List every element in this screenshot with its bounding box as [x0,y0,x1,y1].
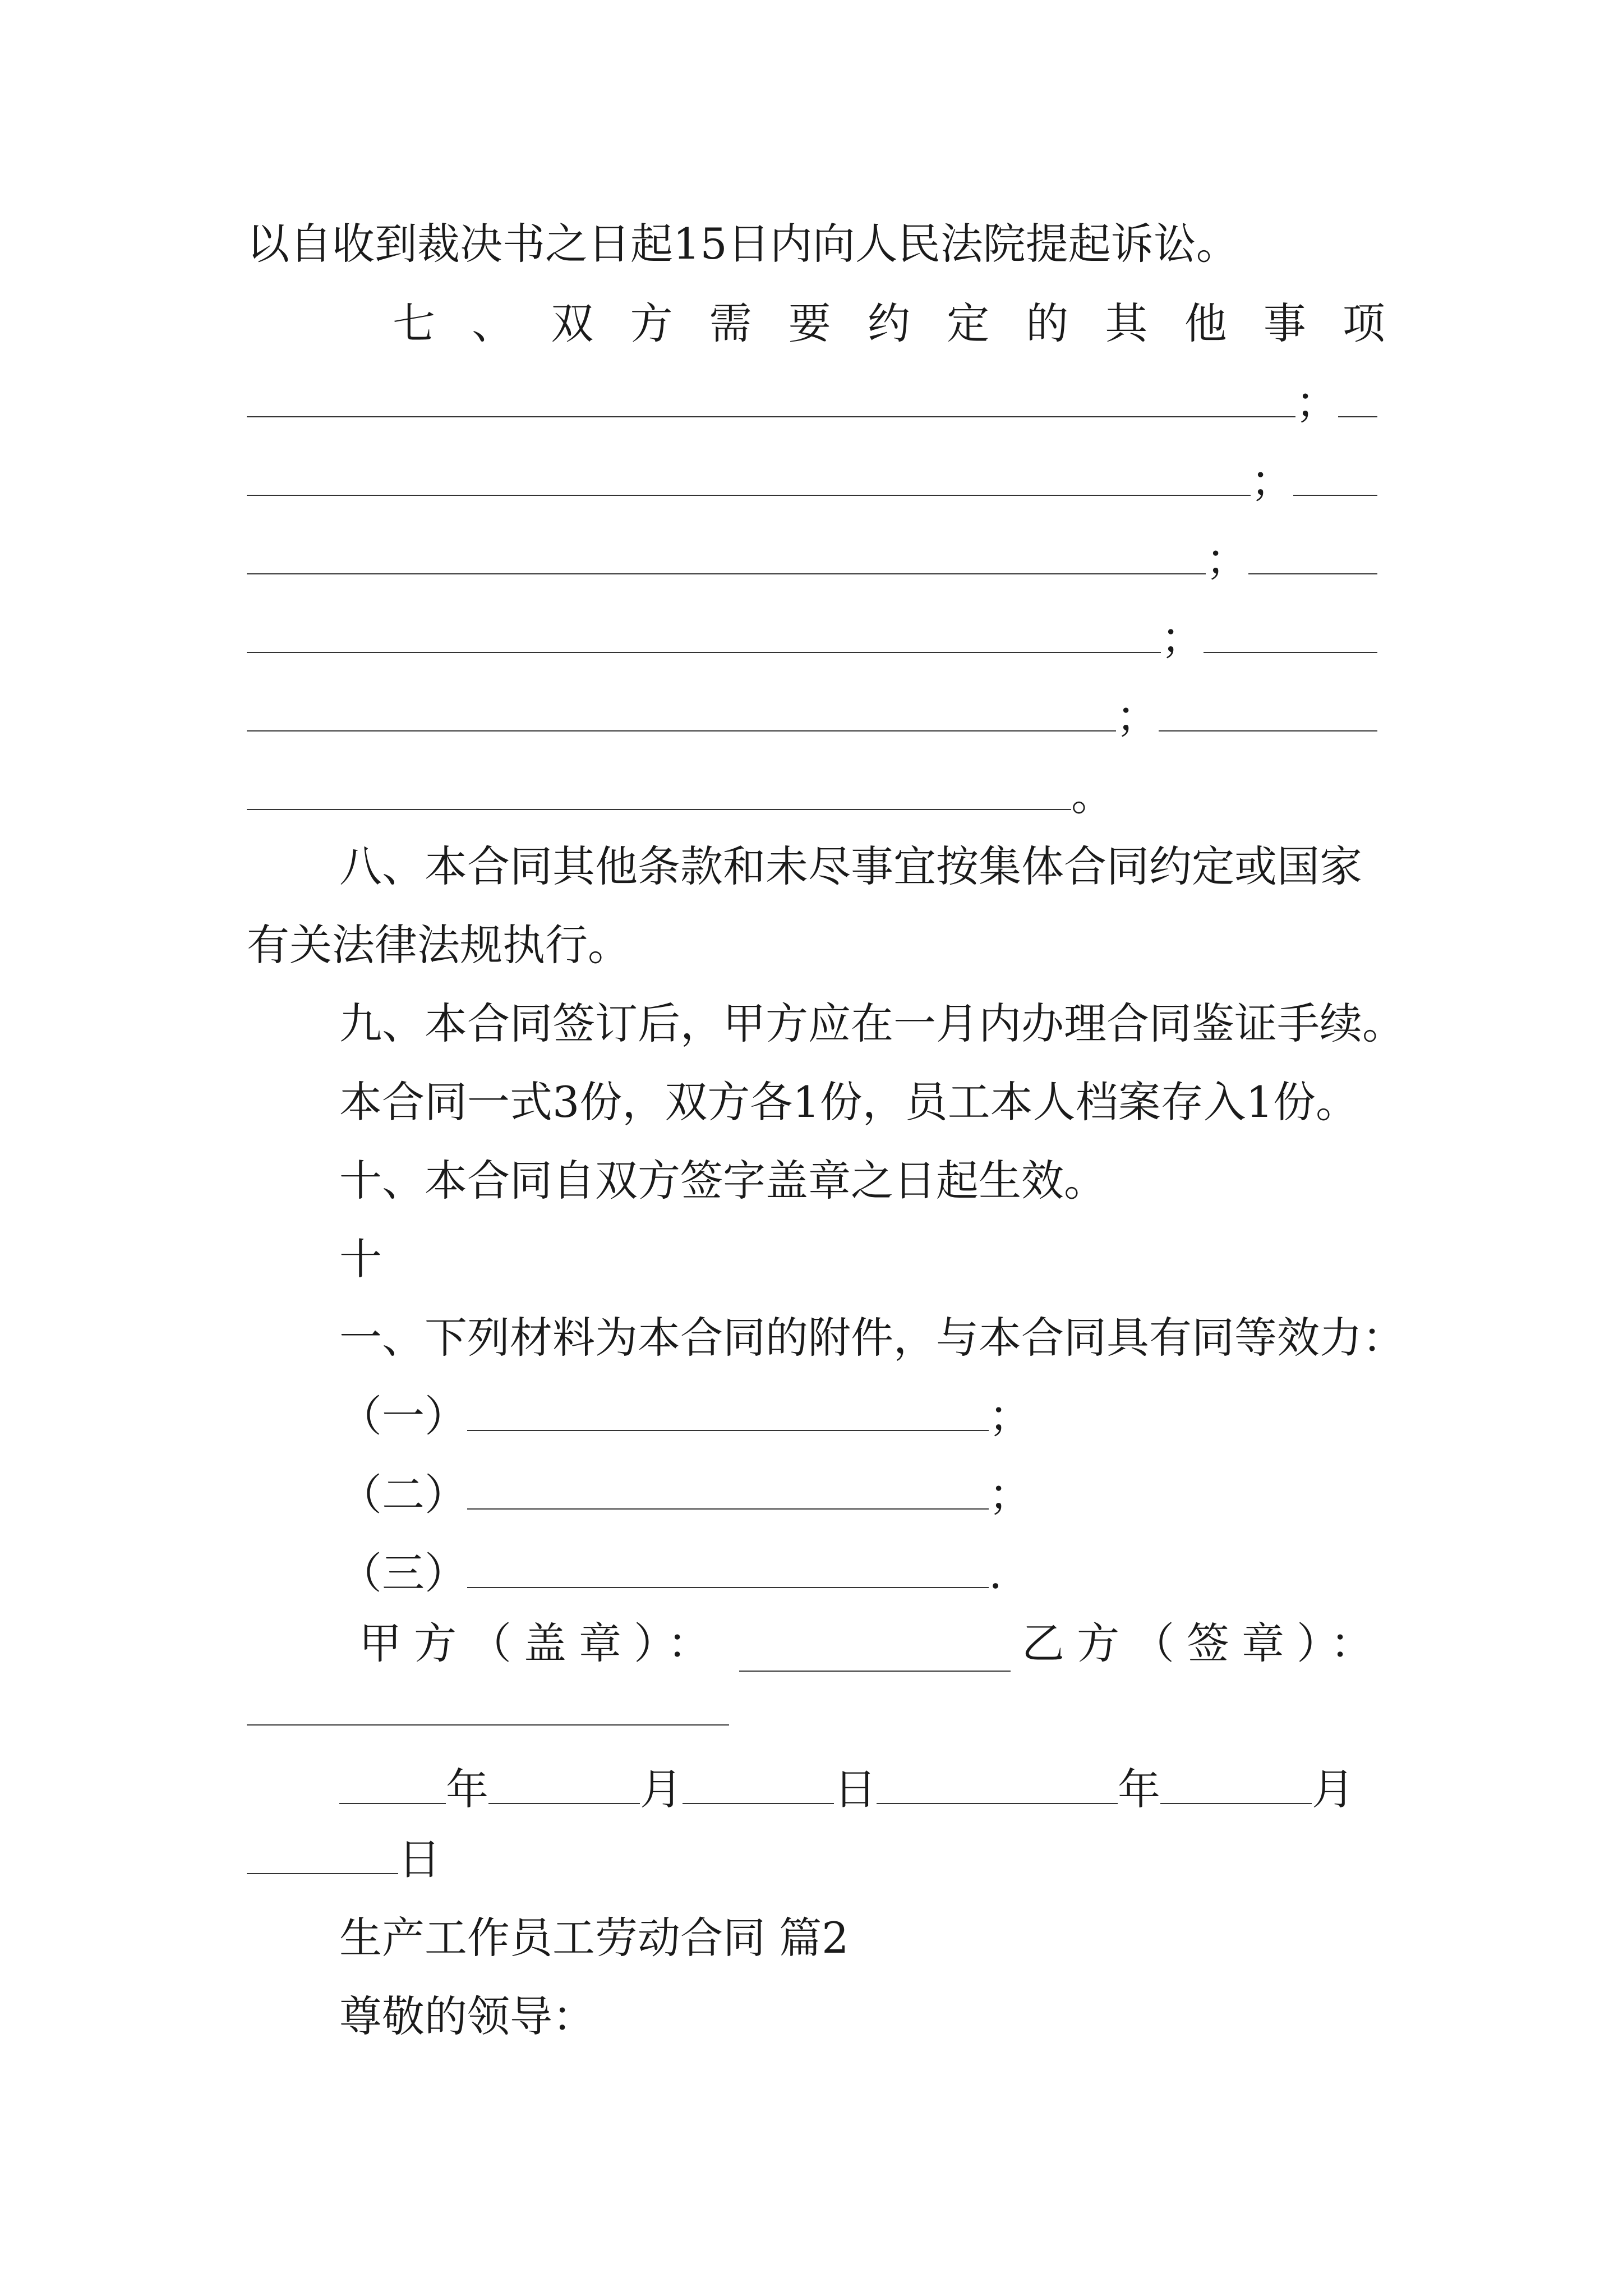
fill-blank[interactable] [467,1550,989,1588]
fill-blank[interactable] [247,772,1071,810]
blank-line-1: ； [247,375,1377,431]
party-b-year-field[interactable] [877,1766,1118,1804]
salutation: 尊敬的领导： [339,1991,595,2041]
section-8-line-1: 八、本合同其他条款和未尽事宜按集体合同约定或国家 [339,841,1362,891]
fill-blank[interactable] [467,1471,989,1510]
date-row: 年 月 日 年 月 [339,1761,1354,1818]
date-row-continued: 日 [247,1832,441,1888]
fill-blank[interactable] [247,536,1206,574]
fill-blank[interactable] [247,615,1161,653]
blank-line-5: ； [247,689,1377,745]
attachment-item-1: （一） ； [339,1391,1031,1441]
section-9-line-2: 本合同一式3份，双方各1份，员工本人档案存入1份。 [339,1077,1359,1127]
fill-blank[interactable] [247,458,1251,496]
party-a-label: 甲方（盖章）： [359,1618,722,1668]
clause-continuation: 以自收到裁决书之日起15日内向人民法院提起诉讼。 [247,219,1239,269]
section-11-line: 一、下列材料为本合同的附件，与本合同具有同等效力： [339,1313,1405,1363]
fill-blank[interactable] [247,379,1295,417]
fill-blank[interactable] [247,693,1116,731]
attachment-item-2: （二） ； [339,1470,1031,1520]
party-a-day-field[interactable] [683,1766,834,1804]
party-b-day-field[interactable] [247,1836,398,1874]
section-9-line-1: 九、本合同签订后，甲方应在一月内办理合同鉴证手续。 [339,999,1405,1048]
fill-blank[interactable] [1338,379,1377,417]
blank-line-4: ； [247,610,1377,666]
next-document-title: 生产工作员工劳动合同 篇2 [339,1913,849,1963]
section-10: 十、本合同自双方签字盖章之日起生效。 [339,1156,1106,1205]
fill-blank[interactable] [1293,458,1377,496]
blank-line-2: ； [247,453,1377,509]
blank-line-6: 。 [247,767,1114,823]
signature-row [359,1616,1385,1672]
blank-line-3: ； [247,532,1377,588]
fill-blank[interactable] [1204,615,1377,653]
section-11-number: 十 [339,1234,382,1284]
section-8-line-2: 有关法律法规执行。 [247,920,630,970]
party-b-signature-line [247,1683,729,1739]
fill-blank[interactable] [1248,536,1377,574]
party-b-signature-field[interactable] [247,1687,729,1726]
party-a-month-field[interactable] [488,1766,640,1804]
section-7-heading: 七 、 双 方 需 要 约 定 的 其 他 事 项 [393,298,1385,348]
party-a-signature-field[interactable] [739,1634,1011,1672]
party-b-month-field[interactable] [1160,1766,1312,1804]
fill-blank[interactable] [1159,693,1377,731]
attachment-item-3: （三） . [339,1548,1003,1598]
fill-blank[interactable] [467,1393,989,1431]
party-b-label: 乙方（签章）： [1022,1618,1385,1668]
party-a-year-field[interactable] [339,1766,446,1804]
